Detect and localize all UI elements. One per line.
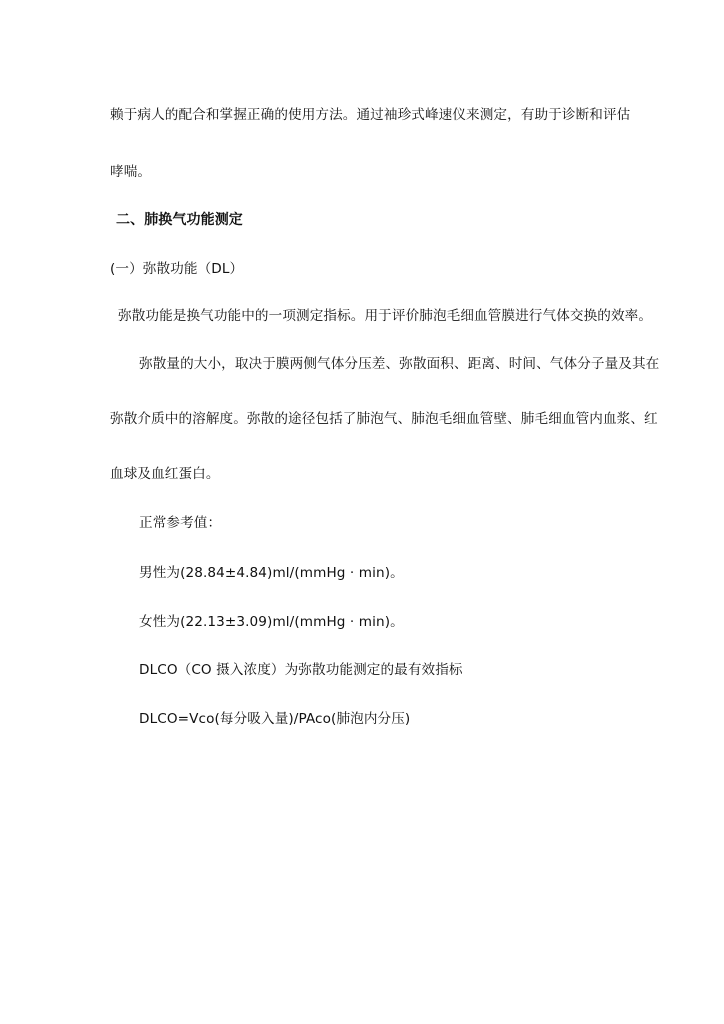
dlco-formula: DLCO=Vco(每分吸入量)/PAco(肺泡内分压)	[139, 711, 411, 727]
paragraph-line: 弥散功能是换气功能中的一项测定指标。用于评价肺泡毛细血管膜进行气体交换的效率。	[118, 308, 653, 324]
section-heading: 二、肺换气功能测定	[116, 212, 243, 228]
paragraph-line: 弥散介质中的溶解度。弥散的途径包括了肺泡气、肺泡毛细血管壁、肺毛细血管内血浆、红	[110, 411, 658, 427]
reference-female: 女性为(22.13±3.09)ml/(mmHg · min)。	[139, 614, 404, 630]
reference-male: 男性为(28.84±4.84)ml/(mmHg · min)。	[139, 565, 404, 581]
paragraph-line: 哮喘。	[110, 164, 152, 180]
reference-label: 正常参考值：	[139, 515, 222, 531]
dlco-definition: DLCO（CO 摄入浓度）为弥散功能测定的最有效指标	[139, 662, 463, 678]
paragraph-line: 血球及血红蛋白。	[110, 466, 220, 482]
subsection-heading: (一）弥散功能（DL）	[110, 261, 244, 277]
paragraph-line: 弥散量的大小，取决于膜两侧气体分压差、弥散面积、距离、时间、气体分子量及其在	[139, 356, 660, 372]
paragraph-line: 赖于病人的配合和掌握正确的使用方法。通过袖珍式峰速仪来测定，有助于诊断和评估	[110, 107, 631, 123]
